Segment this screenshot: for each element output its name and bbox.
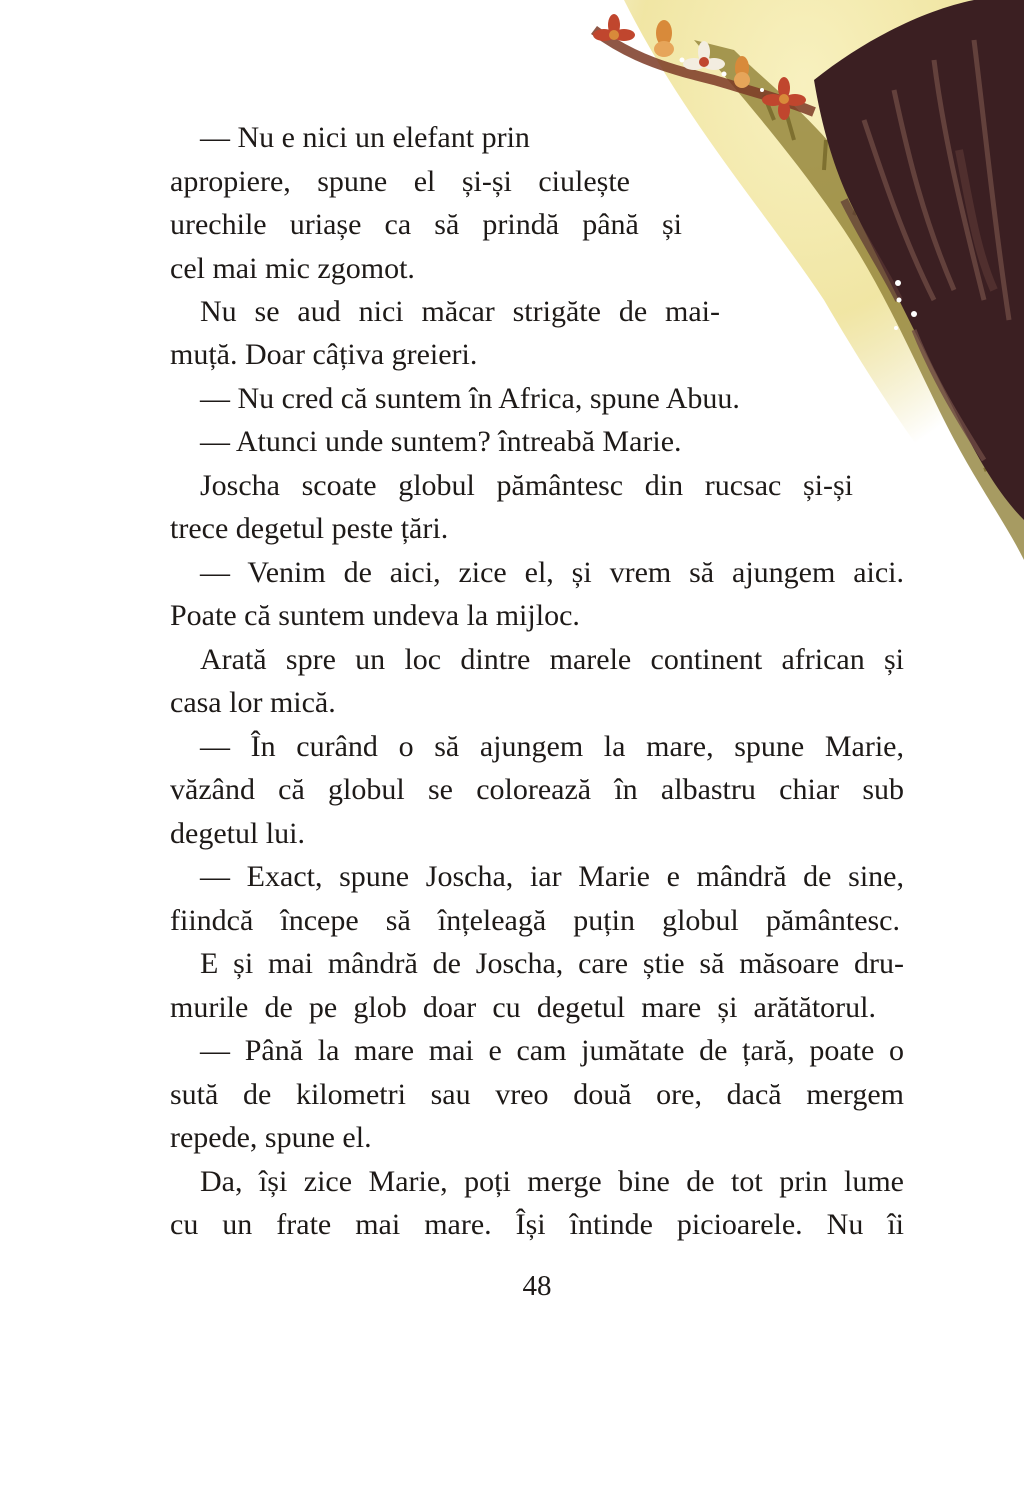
text-line: cu un frate mai mare. Își întinde picioarele. Nu îi: [170, 1208, 904, 1241]
text-line: sută de kilometri sau vreo două ore, dacă mergem: [170, 1078, 904, 1111]
text-line: casa lor mică.: [170, 686, 336, 719]
text-line: — Atunci unde suntem? întreabă Marie.: [200, 425, 682, 458]
text-line: — Nu e nici un elefant prin: [200, 121, 530, 154]
text-line: Joscha scoate globul pământesc din rucsac și-și: [200, 469, 853, 502]
text-line: — Exact, spune Joscha, iar Marie e mândră de sine,: [200, 860, 904, 893]
text-line: — Până la mare mai e cam jumătate de țară, poate o: [200, 1034, 904, 1067]
page-number: 48: [522, 1270, 552, 1302]
text-line: Da, își zice Marie, poți merge bine de tot prin lume: [200, 1165, 904, 1198]
text-line: murile de pe glob doar cu degetul mare și arătătorul.: [170, 991, 876, 1024]
text-line: urechile uriașe ca să prindă până și: [170, 208, 682, 241]
text-line: — În curând o să ajungem la mare, spune Marie,: [200, 730, 904, 763]
text-line: Arată spre un loc dintre marele continent african și: [200, 643, 904, 676]
text-line: cel mai mic zgomot.: [170, 252, 415, 285]
text-line: degetul lui.: [170, 817, 305, 850]
text-line: Poate că suntem undeva la mijloc.: [170, 599, 580, 632]
text-line: — Nu cred că suntem în Africa, spune Abuu.: [200, 382, 740, 415]
text-line: trece degetul peste țări.: [170, 512, 449, 545]
text-line: muță. Doar câțiva greieri.: [170, 338, 478, 371]
text-line: văzând că globul se colorează în albastru chiar sub: [170, 773, 904, 806]
text-line: Nu se aud nici măcar strigăte de mai-: [200, 295, 720, 328]
text-line: apropiere, spune el și-și ciulește: [170, 165, 630, 198]
text-line: fiindcă începe să înțeleagă puțin globul pământesc.: [170, 904, 900, 937]
text-line: — Venim de aici, zice el, și vrem să ajungem aici.: [200, 556, 904, 589]
text-line: repede, spune el.: [170, 1121, 372, 1154]
text-line: E și mai mândră de Joscha, care știe să măsoare dru-: [200, 947, 904, 980]
